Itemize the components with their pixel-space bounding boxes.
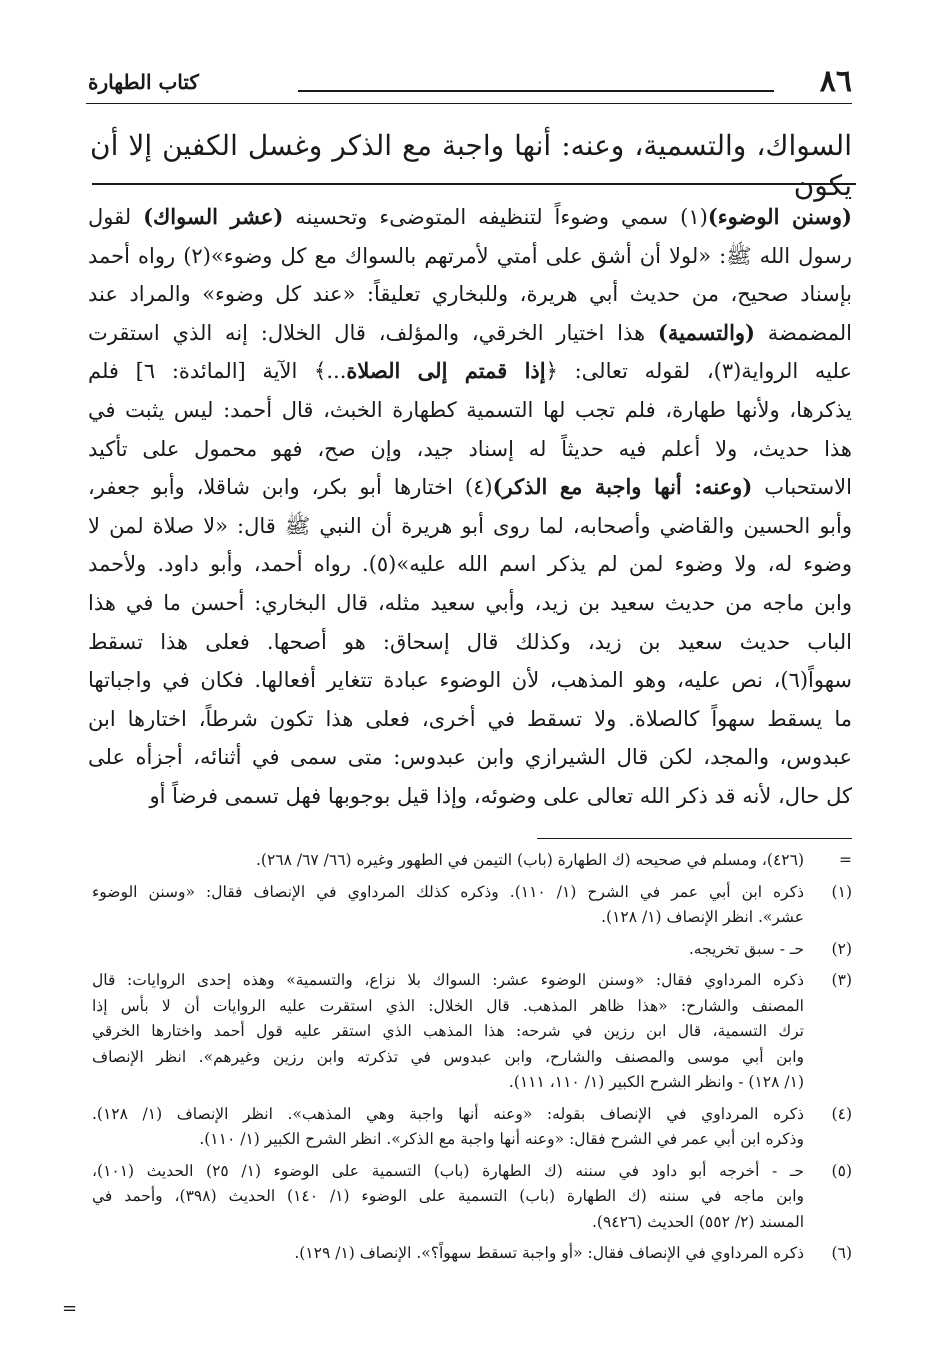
commentary-line bbox=[88, 777, 852, 816]
header-rule bbox=[298, 90, 774, 92]
commentary-line bbox=[88, 584, 852, 623]
footnote-line: ذكره المرداوي في الإنصاف بقوله: «وعنه أنها واجبة وهي المذهب». انظر الإنصاف (١/ ١٢٨). bbox=[92, 1104, 804, 1123]
footnote-number: (١) bbox=[831, 882, 852, 901]
commentary-segment: وأبو الحسين والقاضي وأصحابه، لما روى أبو هريرة أن النبي ﷺ قال: «لا صلاة لمن لا bbox=[88, 513, 852, 538]
commentary-segment: لقول bbox=[88, 205, 144, 229]
commentary-line bbox=[88, 314, 852, 353]
footnote-text bbox=[92, 1159, 804, 1236]
commentary-line bbox=[88, 738, 852, 777]
margin-continuation-mark: = bbox=[62, 1298, 78, 1319]
footnote bbox=[92, 968, 852, 1096]
commentary-segment: (٤) اختارها أبو بكر، وابن شاقلا، وأبو جعفر، bbox=[88, 475, 493, 500]
footnote-number: (٦) bbox=[831, 1244, 852, 1262]
commentary-line bbox=[88, 275, 852, 314]
footnote-number: = bbox=[839, 851, 852, 869]
footnote-line: حـ - سبق تخريجه. bbox=[688, 939, 804, 958]
commentary-segment: المضمضة bbox=[754, 320, 852, 345]
footnote-line: حـ - أخرجه أبو داود في سننه (ك الطهارة (باب) التسمية على الوضوء (١/ ٢٥) الحديث (١٠١)، bbox=[92, 1161, 805, 1180]
commentary-segment: ...﴾ الآية [المائدة: ٦] فلم bbox=[88, 359, 347, 384]
commentary-segment: وابن ماجه من حديث سعيد بن زيد، وأبي سعيد مثله، قال البخاري: أحسن ما في هذا bbox=[88, 590, 852, 615]
footnote bbox=[92, 848, 852, 874]
commentary-segment: رسول الله ﷺ: «لولا أن أشق على أمتي لأمرتهم بالسواك مع كل وضوء»(٢) رواه أحمد bbox=[88, 243, 852, 268]
footnote-line: (١/ ١٢٨) - وانظر الشرح الكبير (١/ ١١٠، ١١١). bbox=[508, 1073, 804, 1091]
footnote bbox=[92, 1102, 852, 1153]
commentary-line bbox=[88, 237, 852, 276]
footnote-text bbox=[92, 968, 804, 1096]
matn-text: السواك، والتسمية، وعنه: أنها واجبة مع الذكر وغسل الكفين إلا أن يكون bbox=[90, 129, 852, 202]
commentary-line bbox=[88, 468, 852, 507]
commentary-line bbox=[88, 623, 852, 662]
footnote-line: ذكره ابن أبي عمر في الشرح (١/ ١١٠). وذكره كذلك المرداوي في الإنصاف فقال: «وسنن الوضوء bbox=[92, 882, 805, 901]
footnote-text bbox=[92, 937, 804, 963]
footnote-line: وابن أبي موسى والمصنف والشارح، وابن عبدوس في تذكرته وابن رزين وغيرهم». انظر الإنصاف bbox=[92, 1047, 804, 1066]
footnote-text bbox=[92, 1241, 804, 1267]
quoted-matn-phrase: (والتسمية) bbox=[657, 319, 755, 345]
book-title: كتاب الطهارة bbox=[88, 70, 199, 94]
quoted-matn-phrase: (وسنن الوضوء) bbox=[707, 204, 852, 229]
footnote-text bbox=[92, 880, 804, 931]
footnote bbox=[92, 937, 852, 963]
commentary-line bbox=[88, 700, 852, 739]
footnote-divider bbox=[537, 838, 852, 839]
commentary-line bbox=[88, 198, 852, 237]
commentary-line bbox=[88, 430, 852, 469]
footnote bbox=[92, 880, 852, 931]
footnotes bbox=[92, 848, 852, 1273]
footnote-line: ذكره المرداوي فقال: «وسنن الوضوء عشر: السواك بلا نزاع، والتسمية» وهذه إحدى الروايات: قال bbox=[92, 971, 804, 989]
matn-divider bbox=[92, 183, 856, 185]
commentary-line bbox=[88, 545, 852, 584]
commentary-segment: الاستحباب bbox=[752, 475, 852, 500]
footnote-line: المصنف والشارح: «هذا ظاهر المذهب. قال الخلال: الذي استقرت عليه الروايات أن لا بأس إذا bbox=[92, 996, 804, 1015]
page-number: ٨٦ bbox=[819, 64, 852, 99]
header-divider bbox=[86, 103, 852, 104]
footnote-text bbox=[92, 848, 804, 874]
running-header bbox=[88, 64, 852, 104]
commentary-line bbox=[88, 507, 852, 546]
footnote-line: ذكره المرداوي في الإنصاف فقال: «أو واجبة تسقط سهواً؟». الإنصاف (١/ ١٢٩). bbox=[294, 1244, 804, 1262]
commentary-segment: كل حال، لأنه قد ذكر الله تعالى على وضوئه، وإذا قيل بوجوبها فهل تسمى فرضاً أو bbox=[149, 783, 852, 808]
footnote-line: المسند (٢/ ٥٥٢) الحديث (٩٤٢٦). bbox=[591, 1212, 804, 1231]
commentary-line bbox=[88, 661, 852, 700]
commentary-segment: يذكرها، ولأنها طهارة، فلم تجب لها التسمية كطهارة الخبث، قال أحمد: ليس يثبت في bbox=[88, 397, 852, 422]
commentary-segment: عبدوس، والمجد، لكن قال الشيرازي وابن عبدوس: متى سمى في أثنائه، أجزأه على bbox=[88, 745, 852, 770]
quoted-matn-phrase: إذا قمتم إلى الصلاة bbox=[346, 358, 546, 384]
commentary-segment: بإسناد صحيح، من حديث أبي هريرة، وللبخاري تعليقاً: «عند كل وضوء» والمراد عند bbox=[88, 282, 852, 307]
footnote-number: (٥) bbox=[831, 1161, 852, 1180]
footnote-line: وذكره ابن أبي عمر في الشرح فقال: «وعنه أنها واجبة مع الذكر». انظر الشرح الكبير (١/ ١١٠). bbox=[199, 1130, 804, 1148]
footnote bbox=[92, 1241, 852, 1267]
commentary-text bbox=[88, 198, 852, 816]
footnote-number: (٣) bbox=[831, 971, 852, 989]
commentary-line bbox=[88, 391, 852, 430]
commentary-line bbox=[88, 352, 852, 391]
commentary-segment: وضوء له، ولا وضوء لمن لم يذكر اسم الله عليه»(٥). رواه أحمد، وأبو داود. ولأحمد bbox=[88, 552, 852, 577]
commentary-segment: سهواً(٦)، نص عليه، وهو المذهب، لأن الوضوء عبادة تتغاير أفعالها. فكان في واجباتها bbox=[88, 668, 852, 693]
footnote-line: وابن ماجه في سننه (ك الطهارة (باب) التسمية على الوضوء (١/ ١٤٠) الحديث (٣٩٨)، وأحمد في bbox=[92, 1187, 805, 1205]
footnote-number: (٤) bbox=[831, 1104, 852, 1123]
commentary-segment: ما يسقط سهواً كالصلاة. ولا تسقط في أخرى، فعلى هذا تكون شرطاً، اختارها ابن bbox=[88, 706, 852, 731]
footnote-number: (٢) bbox=[831, 939, 852, 958]
quoted-matn-phrase: (عشر السواك) bbox=[143, 204, 284, 229]
quoted-matn-phrase: (وعنه: أنها واجبة مع الذكر) bbox=[492, 474, 753, 500]
commentary-segment: هذا اختيار الخرقي، والمؤلف، قال الخلال: إنه الذي استقرت bbox=[88, 320, 658, 345]
commentary-segment: هذا حديث، ولا أعلم فيه حديثاً له إسناد جيد، وإن صح، فهو محمول على تأكيد bbox=[88, 436, 852, 461]
footnote-text bbox=[92, 1102, 804, 1153]
footnote-line: عشر». انظر الإنصاف (١/ ١٢٨). bbox=[601, 908, 804, 926]
footnote bbox=[92, 1159, 852, 1236]
footnote-line: (٤٢٦)، ومسلم في صحيحه (ك الطهارة (باب) التيمن في الطهور وغيره (٦٦/ ٦٧/ ٢٦٨). bbox=[255, 851, 804, 869]
commentary-segment: عليه الرواية(٣)، لقوله تعالى: ﴿ bbox=[545, 359, 852, 384]
commentary-segment: (١) سمي وضوءاً لتنظيفه المتوضىء وتحسينه bbox=[283, 205, 708, 229]
footnote-line: ترك التسمية، قال ابن رزين في شرحه: هذا المذهب الذي استقر عليه قول أحمد واختارها الخرقي bbox=[92, 1022, 804, 1040]
commentary-segment: الباب حديث سعيد بن زيد، وكذلك قال إسحاق: هو أصحها. فعلى هذا تسقط bbox=[88, 629, 852, 654]
